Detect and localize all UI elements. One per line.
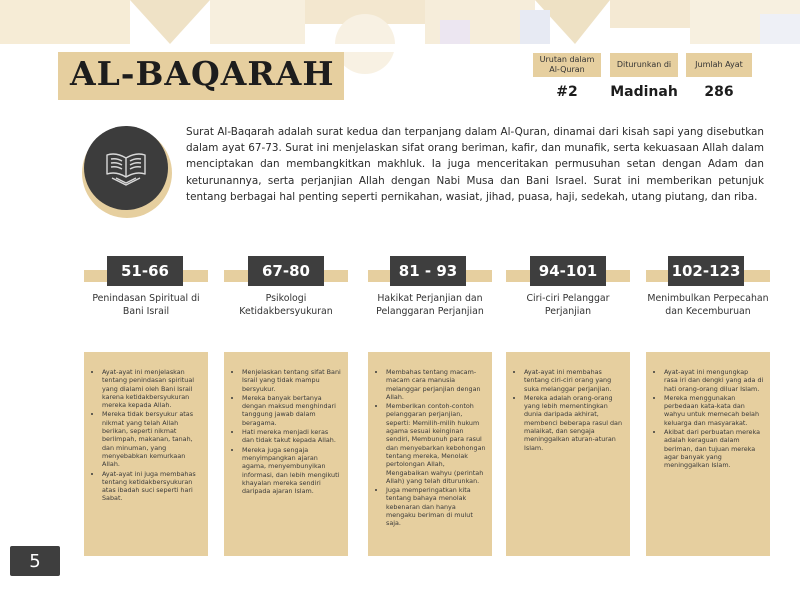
section-card	[506, 352, 630, 556]
section-title: Menimbulkan Perpecahan dan Kecemburuan	[647, 293, 769, 317]
section-point: • Ayat-ayat ini menjelaskan tentang penindasan spiritual yang dialami oleh Bani Israil karena ketidakbersyukuran mereka kepada Allah.	[102, 368, 202, 409]
section-point: • Memberikan contoh-contoh pelanggaran perjanjian, seperti: Memilih-milih hukum agama sesuai keinginan sendiri, Membunuh para rasul dan menyebarkan kebohongan tentang mereka, Menolak pertolongan Allah, Mengabaikan wahyu (perintah Allah) yang telah diturunkan.	[386, 402, 486, 485]
ayat-range-badge: 94-101	[530, 256, 606, 286]
section-title: Psikologi Ketidakbersyukuran	[239, 293, 333, 317]
ayat-range-badge: 51-66	[107, 256, 183, 286]
section-point: • Menjelaskan tentang sifat Bani Israil yang tidak mampu bersyukur.	[242, 368, 342, 393]
section-title: Ciri-ciri Pelanggar Perjanjian	[526, 293, 610, 317]
section-point: • Hati mereka menjadi keras dan tidak takut kepada Allah.	[242, 428, 342, 445]
revealed-label: Diturunkan di	[610, 53, 678, 77]
verses-label: Jumlah Ayat	[686, 53, 752, 77]
section-point: • Mereka adalah orang-orang yang lebih mementingkan dunia daripada akhirat, membenci beberapa rasul dan malaikat, dan sengaja meninggalkan aturan-aturan Islam.	[524, 394, 624, 452]
order-value: #2	[556, 84, 578, 100]
section-card	[84, 352, 208, 556]
section-title: Hakikat Perjanjian dan Pelanggaran Perjanjian	[376, 293, 484, 317]
page-number: 5	[10, 546, 60, 576]
surah-description: Surat Al-Baqarah adalah surat kedua dan terpanjang dalam Al-Quran, dinamai dari kisah sapi yang disebutkan dalam ayat 67-73. Surat ini menjelaskan sifat orang beriman, kafir, dan munafik, serta kekuasaan Allah dalam menciptakan dan membangkitkan makhluk. Ia juga menceritakan permusuhan setan dengan Adam dan keturunannya, serta perjanjian Allah dengan Nabi Musa dan Bani Israel. Surat ini memberikan petunjuk tentang berbagai hal penting seperti pernikahan, wasiat, jihad, puasa, haji, sedekah, utang piutang, dan riba.	[186, 126, 764, 203]
section-point: • Ayat-ayat ini mengungkap rasa iri dan dengki yang ada di hati orang-orang diluar Islam.	[664, 368, 764, 393]
section-point: • Juga memperingatkan kita tentang bahaya menolak kebenaran dan hanya mengaku beriman di mulut saja.	[386, 486, 486, 527]
ayat-range-badge: 81 - 93	[390, 256, 466, 286]
section-title: Penindasan Spiritual di Bani Israil	[92, 293, 200, 317]
section-points	[368, 352, 492, 528]
section-points	[646, 352, 770, 470]
section-points	[84, 352, 208, 503]
ayat-range-badge: 67-80	[248, 256, 324, 286]
section-card	[224, 352, 348, 556]
section-points	[506, 352, 630, 452]
verses-value: 286	[704, 84, 734, 100]
order-label: Urutan dalam Al-Quran	[533, 53, 601, 77]
section-point: • Mereka banyak bertanya dengan maksud menghindari tanggung jawab dalam beragama.	[242, 394, 342, 427]
ayat-range-badge: 102-123	[668, 256, 744, 286]
section-card	[646, 352, 770, 556]
page-title: AL-BAQARAH	[70, 54, 335, 93]
open-quran-book-icon	[102, 148, 150, 188]
section-point: • Mereka menggunakan perbedaan kata-kata dan wahyu untuk memecah belah keluarga dan masyarakat.	[664, 394, 764, 427]
section-card	[368, 352, 492, 556]
section-point: • Ayat-ayat ini membahas tentang ciri-ciri orang yang suka melanggar perjanjian.	[524, 368, 624, 393]
icon-circle	[84, 126, 168, 210]
section-point: • Ayat-ayat ini juga membahas tentang ketidakbersyukuran atas ibadah suci seperti hari Sabat.	[102, 470, 202, 503]
section-point: • Mereka tidak bersyukur atas nikmat yang telah Allah berikan, seperti nikmat berlimpah, makanan, tanah, dan minuman, yang menyebabkan kemurkaan Allah.	[102, 410, 202, 468]
section-points	[224, 352, 348, 495]
revealed-value: Madinah	[610, 84, 678, 100]
section-point: • Mereka juga sengaja menyimpangkan ajaran agama, menyembunyikan informasi, dan lebih mengikuti khayalan mereka sendiri daripada ajaran Islam.	[242, 446, 342, 496]
section-point: • Membahas tentang macam-macam cara manusia melanggar perjanjian dengan Allah.	[386, 368, 486, 401]
section-point: • Akibat dari perbuatan mereka adalah keraguan dalam beriman, dan tujuan mereka agar banyak yang meninggalkan Islam.	[664, 428, 764, 469]
